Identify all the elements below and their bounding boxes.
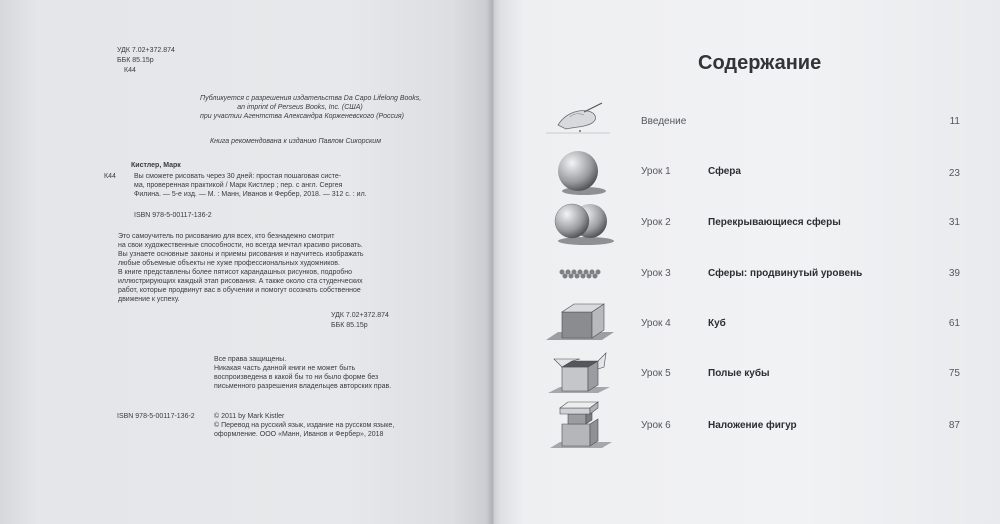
toc-page-number: 87 xyxy=(948,420,960,431)
recommended-note: Книга рекомендована к изданию Павлом Сикорским xyxy=(210,138,381,145)
toc-entry-lesson-4 xyxy=(540,298,970,348)
hollow-cube-icon xyxy=(540,349,620,399)
hand-drawing-icon xyxy=(540,95,620,145)
toc-lesson-label: Урок 4 xyxy=(641,318,671,329)
toc-lesson-title: Сфера xyxy=(708,166,741,177)
bbk-code-bottom: ББК 85.15р xyxy=(331,322,368,329)
k44-code-side: К44 xyxy=(104,173,116,180)
sphere-rows-icon xyxy=(540,248,620,298)
toc-lesson-title: Полые кубы xyxy=(708,368,770,379)
toc-lesson-label: Урок 5 xyxy=(641,368,671,379)
stacked-shapes-icon xyxy=(540,400,620,450)
sphere-icon xyxy=(540,147,620,197)
toc-lesson-title: Наложение фигур xyxy=(708,420,797,431)
toc-page-number: 39 xyxy=(948,268,960,279)
cube-icon xyxy=(540,298,620,348)
udk-code-top: УДК 7.02+372.874 xyxy=(117,47,175,54)
toc-entry-lesson-5 xyxy=(540,349,970,399)
toc-lesson-title: Перекрывающиеся сферы xyxy=(708,217,841,228)
toc-page-number: 61 xyxy=(948,318,960,329)
book-gutter xyxy=(486,0,500,524)
toc-entry-lesson-6 xyxy=(540,400,970,450)
toc-lesson-title: Сферы: продвинутый уровень xyxy=(708,268,863,279)
annotation: Это самоучитель по рисованию для всех, кто безнадежно смотрит на свои художественные способности, но всегда мечтал красиво рисовать. Вы узнаете основные законы и приемы рисования и научитесь изображать любые объемные объекты не хуже профессиональных художников. В книге представлены более пятисот карандашных рисунков, подробно иллюстрирующих каждый этап рисования. А также около ста студенческих работ, которые продвинут вас в обучении и помогут осознать собственное движение к успеху. xyxy=(118,233,364,303)
toc-lesson-label: Введение xyxy=(641,116,687,127)
udk-code-bottom: УДК 7.02+372.874 xyxy=(331,312,389,319)
toc-page-number: 11 xyxy=(949,116,960,127)
toc-page-number: 75 xyxy=(948,368,960,379)
toc-lesson-title: Куб xyxy=(708,318,726,329)
toc-lesson-label: Урок 1 xyxy=(641,166,671,177)
toc-lesson-label: Урок 2 xyxy=(641,217,671,228)
author-name: Кистлер, Марк xyxy=(131,162,181,169)
copyright-notice: © 2011 by Mark Kistler © Перевод на русский язык, издание на русском языке, оформление. ООО «Манн, Иванов и Фербер», 2018 xyxy=(214,413,395,438)
toc-entry-lesson-1 xyxy=(540,147,970,197)
bbk-code-top: ББК 85.15р xyxy=(117,57,154,64)
overlapping-spheres-icon xyxy=(540,197,620,247)
toc-entry-introduction xyxy=(540,95,970,145)
toc-lesson-label: Урок 3 xyxy=(641,268,671,279)
toc-title: Содержание xyxy=(698,52,822,74)
k44-code-top: К44 xyxy=(124,67,136,74)
isbn-bottom: ISBN 978-5-00117-136-2 xyxy=(117,413,195,420)
toc-entry-lesson-2 xyxy=(540,197,970,247)
isbn-top: ISBN 978-5-00117-136-2 xyxy=(134,212,212,219)
bibliographic-description: Вы сможете рисовать через 30 дней: простая пошаговая систе- ма, проверенная практикой / Марк Кистлер ; пер. с англ. Сергея Филина. — 5-е изд. — М. : Манн, Иванов и Фербер, 2018. — 312 с. : ил. xyxy=(134,173,367,198)
toc-page-number: 31 xyxy=(948,217,960,228)
publisher-note: Публикуется с разрешения издательства Da Capo Lifelong Books, an imprint of Perseus Books, Inc. (США) при участии Агентства Александра Корженевского (Россия) xyxy=(200,95,422,120)
rights-notice: Все права защищены. Никакая часть данной книги не может быть воспроизведена в какой бы то ни было форме без письменного разрешения владельцев авторских прав. xyxy=(214,356,392,390)
toc-entry-lesson-3 xyxy=(540,248,970,298)
toc-lesson-label: Урок 6 xyxy=(641,420,671,431)
toc-page-number: 23 xyxy=(948,168,960,179)
